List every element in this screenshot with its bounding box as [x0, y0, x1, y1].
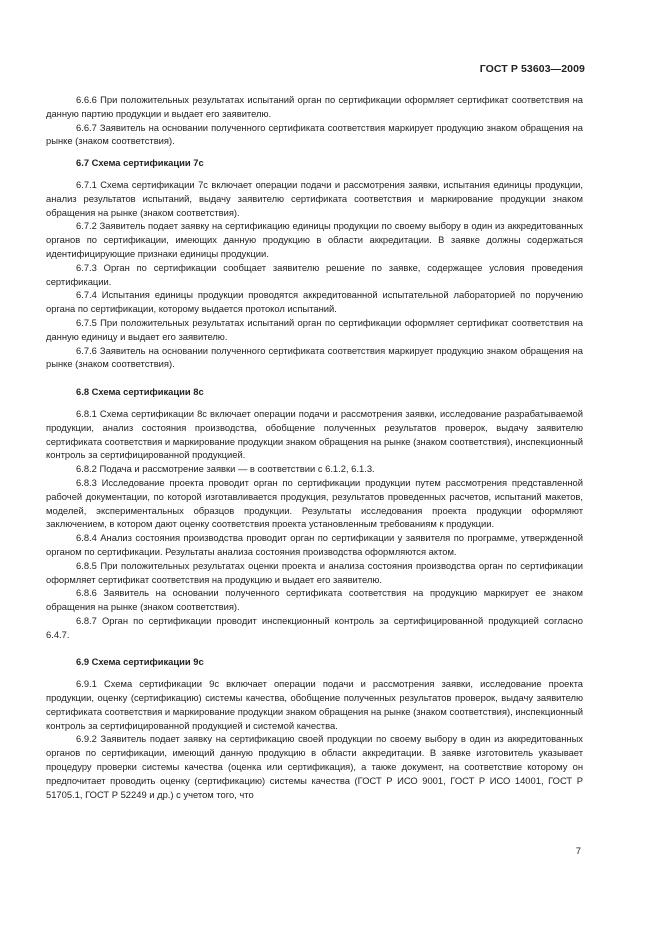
paragraph: 6.8.7 Орган по сертификации проводит инспекционный контроль за сертифицированной продукцией согласно 6.4.7. [46, 614, 583, 640]
paragraph: 6.6.7 Заявитель на основании полученного сертификата соответствия маркирует продукцию знаком обращения на рынке (знаком соответствия). [46, 121, 583, 147]
paragraph: 6.8.6 Заявитель на основании полученного сертификата соответствия на продукцию маркирует ее знаком обращения на рынке (знаком соответствия). [46, 587, 583, 613]
paragraph: 6.6.6 При положительных результатах испытаний орган по сертификации оформляет сертификат соответствия на данную партию продукции и выдает его заявителю. [46, 94, 583, 119]
paragraph: 6.7.6 Заявитель на основании полученного сертификата соответствия маркирует продукцию знаком обращения на рынке (знаком соответствия). [46, 344, 583, 370]
section-heading: 6.9 Схема сертификации 9с [76, 656, 204, 668]
paragraph: 6.8.3 Исследование проекта проводит орган по сертификации продукции путем рассмотрения представленной рабочей документации, по которой изготавливается продукция, результатов проведенных расчетов, испытаний макетов, моделей, экспериментальных образцов продукции. Результаты исследования проекта продукции оформляют заключением, в котором дают оценку соответствия проекта установленным требованиям к продукции. [46, 476, 583, 530]
paragraph: 6.8.5 При положительных результатах оценки проекта и анализа состояния производства орган по сертификации оформляет сертификат соответствия на продукцию и выдает его заявителю. [46, 559, 583, 585]
paragraph: 6.8.2 Подача и рассмотрение заявки — в соответствии с 6.1.2, 6.1.3. [76, 463, 375, 475]
paragraph: 6.7.3 Орган по сертификации сообщает заявителю решение по заявке, содержащее условия проведения сертификации. [46, 261, 583, 287]
standard-number: ГОСТ Р 53603—2009 [479, 63, 585, 75]
paragraph: 6.8.1 Схема сертификации 8с включает операции подачи и рассмотрения заявки, исследование разрабатываемой продукции, анализ состояния производства, обобщение полученных результатов проверок, выдачу заявителю сертификата соответствия и маркирование продукции знаком обращения на рынке (знаком соответствия), инспекционный контроль за сертифицированной продукцией. [46, 407, 583, 461]
paragraph: 6.7.1 Схема сертификации 7с включает операции подачи и рассмотрения заявки, испытания единицы продукции, анализ результатов испытаний, выдачу заявителю сертификата соответствия и маркирование продукции знаком обращения на рынке (знаком соответствия). [46, 178, 583, 218]
section-heading: 6.7 Схема сертификации 7с [76, 157, 204, 169]
paragraph: 6.9.2 Заявитель подает заявку на сертификацию своей продукции по своему выбору в один из аккредитованных органов по сертификации, имеющий данную продукцию в области аккредитации. В заявке изготовитель указывает процедуру проверки системы качества (оценка или сертификация), а также документ, на соответствие которому он предпочитает проводить оценку (сертификацию) системы качества (ГОСТ Р ИСО 9001, ГОСТ Р ИСО 14001, ГОСТ Р 51705.1, ГОСТ Р 52249 и др.) с учетом того, что [46, 733, 583, 800]
paragraph: 6.9.1 Схема сертификации 9с включает операции подачи и рассмотрения заявки, исследование проекта продукции, оценку (сертификацию) системы качества, обобщение полученных результатов проверок, выдачу заявителю сертификата соответствия и маркирование продукции знаком обращения на рынке (знаком соответствия), инспекционный контроль за сертифицированной продукцией и системой качества. [46, 678, 583, 731]
document-body [46, 93, 583, 801]
paragraph: 6.7.4 Испытания единицы продукции проводятся аккредитованной испытательной лабораторией по поручению органа по сертификации, которому выдается протокол испытаний. [46, 289, 583, 315]
page-number: 7 [575, 846, 581, 857]
paragraph: 6.8.4 Анализ состояния производства проводит орган по сертификации у заявителя по программе, утвержденной органом по сертификации. Результаты анализа состояния производства оформляются актом. [46, 532, 583, 557]
paragraph: 6.7.5 При положительных результатах испытаний орган по сертификации оформляет сертификат соответствия на данную единицу и выдает его заявителю. [46, 316, 583, 342]
section-heading: 6.8 Схема сертификации 8с [76, 386, 204, 398]
paragraph: 6.7.2 Заявитель подает заявку на сертификацию единицы продукции по своему выбору в один из аккредитованных органов по сертификации, имеющих данную продукцию в области аккредитации. В заявке должны содержаться идентифицирующие признаки единицы продукции. [46, 220, 583, 259]
